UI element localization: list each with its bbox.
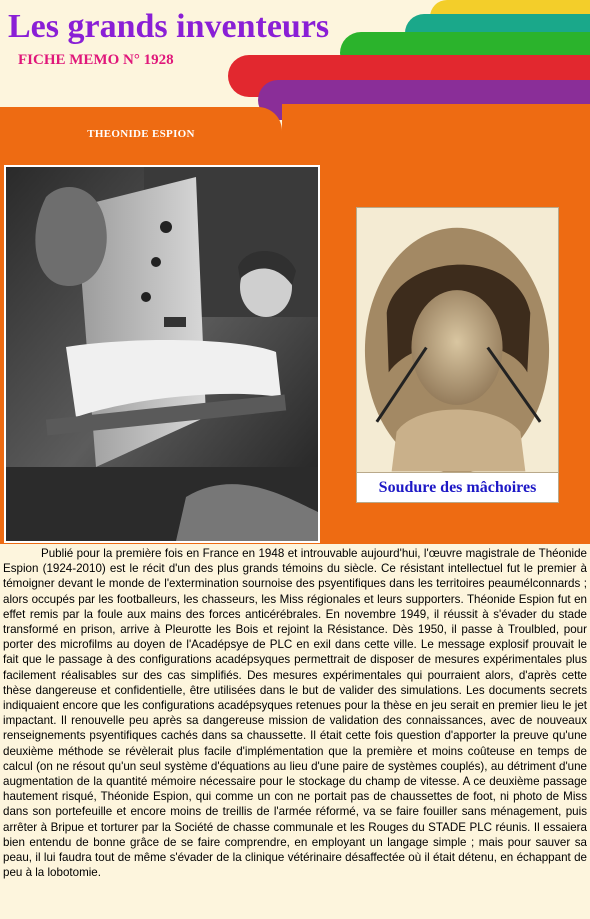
article-body: Publié pour la première fois en France en 1948 et introuvable aujourd'hui, l'œuvre magistrale de Théonide Espion (1924-2010) est le récit d'un des plus grands témoins du siècle. Ce résistant intellectuel fut le premier à témoigner devant le monde de l'extermination sournoise des psyentifiques dans les territoires peaumélconnards ; alors occupés par les footballeurs, les chasseurs, les Miss régionales et leurs supporters. Théonide Espion fut en effet remis par la foule aux mains des forces anticérébrales. En novembre 1949, il réussit à s'évader du stade transformé en prison, arrive à Pleurotte les Bois et rejoint la Résistance. Dès 1950, il passe à Troulbled, pour porter des microfilms au doyen de l'Acadépsye de PLC en exil dans cette ville. Le message explosif prouvait le fait que le passage à des configurations acadépsyques permettrait de disposer de mesures expérimentales plus facilement réalisables sur des cas simplifiés. Des mesures expérimentales qui pourraient alors, d'après cette thèse dangereuse et confidentielle, être utilisées dans le but de valider des simulations. Les documents secrets indiquaient encore que les configurations acadépsyques retenues pour la thèse en jeu serait en premier lieu le jet impactant. Il renouvelle peu après sa dangereuse mission de validation des connaissances, avec de nouveaux renseignements psyentifiques cachés dans sa chaussette. Il était cette fois question d'apporter la preuve qu'une deuxième méthode se révèlerait plus facile d'implémentation que la première et moins coûteuse en temps de calcul (on ne résout qu'un seul système d'équations au lieu d'une paire de systèmes couplés), au détriment d'une augmentation de la quantité mémoire nécessaire pour le stockage du champ de vitesse. A ce deuxième passage hautement risqué, Théonide Espion, qui comme un con ne portait pas de chaussettes de foot, ni photo de Miss dans son portefeuille et encore moins de treillis de l'armée réformé, va se faire fouiller sans ménagement, puis arrêter à Bripue et torturer par la Société de chasse communale et les Rouges du STADE PLC réunis. Il essaiera bien entendu de bonne grâce de se faire comprendre, en employant un langage simple ; mais pour sauver sa peau, il lui faudra tout de même s'évader de la clinique vétérinaire désaffectée où il était détenu, en échappant de peu à la lobotomie. <box>3 547 587 880</box>
portrait-caption: Soudure des mâchoires <box>356 472 559 503</box>
laboratory-photo-image <box>6 167 318 541</box>
portrait-photo-image <box>357 208 558 502</box>
page-title: Les grands inventeurs <box>8 8 330 45</box>
page-subtitle: FICHE MEMO N° 1928 <box>18 52 174 68</box>
section-tab-label: THEONIDE ESPION <box>87 128 195 140</box>
stripe-orange-right <box>282 104 590 160</box>
photo-laboratory <box>4 165 320 543</box>
photo-portrait <box>356 207 559 503</box>
